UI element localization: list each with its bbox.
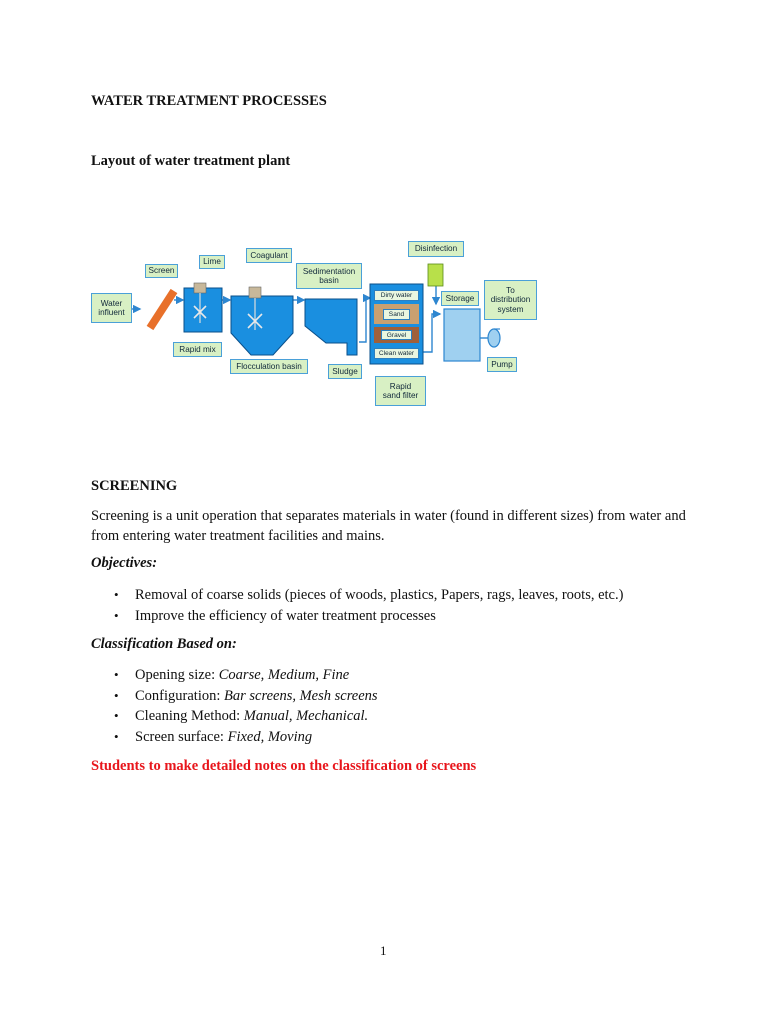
disinfection-label: Disinfection xyxy=(408,241,464,257)
to-distribution-label: To distribution system xyxy=(484,280,537,320)
dirty-water-label: Dirty water xyxy=(374,290,419,301)
pump-icon xyxy=(488,329,500,347)
notes-instruction: Students to make detailed notes on the classification of screens xyxy=(91,758,477,774)
list-item xyxy=(91,686,378,707)
storage-label: Storage xyxy=(441,291,479,306)
gravel-label: Gravel xyxy=(381,330,412,340)
water-influent-label: Water influent xyxy=(91,293,132,323)
classification-label: Cleaning Method: xyxy=(135,708,244,725)
layout-heading: Layout of water treatment plant xyxy=(91,153,291,169)
classification-heading: Classification Based on: xyxy=(91,636,237,652)
screening-paragraph: Screening is a unit operation that separates materials in water (found in different sizes) from water and from entering water treatment facilities and mains. xyxy=(91,508,686,544)
sludge-label: Sludge xyxy=(328,364,362,379)
coagulant-feeder xyxy=(249,287,261,298)
pump-label: Pump xyxy=(487,357,517,372)
list-item: • Improve the efficiency of water treatment processes xyxy=(91,606,623,627)
objectives-list xyxy=(91,585,623,626)
screen-bar xyxy=(150,291,174,328)
classification-value: Fixed, Moving xyxy=(227,728,313,745)
rapid-sand-filter-label: Rapid sand filter xyxy=(375,376,426,406)
screen-label: Screen xyxy=(145,264,178,278)
lime-label: Lime xyxy=(199,255,225,269)
classification-label: Opening size: xyxy=(135,667,219,683)
storage-tank xyxy=(444,309,480,361)
disinfection-tank xyxy=(428,264,443,286)
sand-label: Sand xyxy=(383,309,410,320)
sedimentation-basin-tank xyxy=(305,299,357,355)
sedimentation-basin-label: Sedimentation basin xyxy=(296,263,362,289)
document-title: WATER TREATMENT PROCESSES xyxy=(91,93,327,109)
water-treatment-plant-diagram xyxy=(88,238,548,410)
clean-water-label: Clean water xyxy=(374,348,419,359)
flocculation-basin-tank xyxy=(231,296,293,355)
screening-heading: SCREENING xyxy=(91,478,178,494)
list-item xyxy=(91,727,378,748)
flow-arrow xyxy=(359,298,370,342)
rapid-mix-label: Rapid mix xyxy=(173,342,222,357)
page-number: 1 xyxy=(380,943,387,958)
classification-value: Bar screens, Mesh screens xyxy=(224,687,378,704)
flocculation-basin-label: Flocculation basin xyxy=(230,359,308,374)
lime-feeder xyxy=(194,283,206,293)
coagulant-label: Coagulant xyxy=(246,248,292,263)
classification-label: Configuration: xyxy=(135,687,225,704)
classification-value: Coarse, Medium, Fine xyxy=(218,667,350,683)
objectives-heading: Objectives: xyxy=(91,555,158,571)
list-item xyxy=(91,665,378,686)
classification-value: Manual, Mechanical. xyxy=(243,708,369,725)
classification-label: Screen surface: xyxy=(135,728,228,745)
list-item: • Removal of coarse solids (pieces of woods, plastics, Papers, rags, leaves, roots, etc.) xyxy=(91,585,623,606)
list-item xyxy=(91,706,378,727)
flow-arrow xyxy=(423,314,440,352)
classification-list xyxy=(91,665,378,747)
